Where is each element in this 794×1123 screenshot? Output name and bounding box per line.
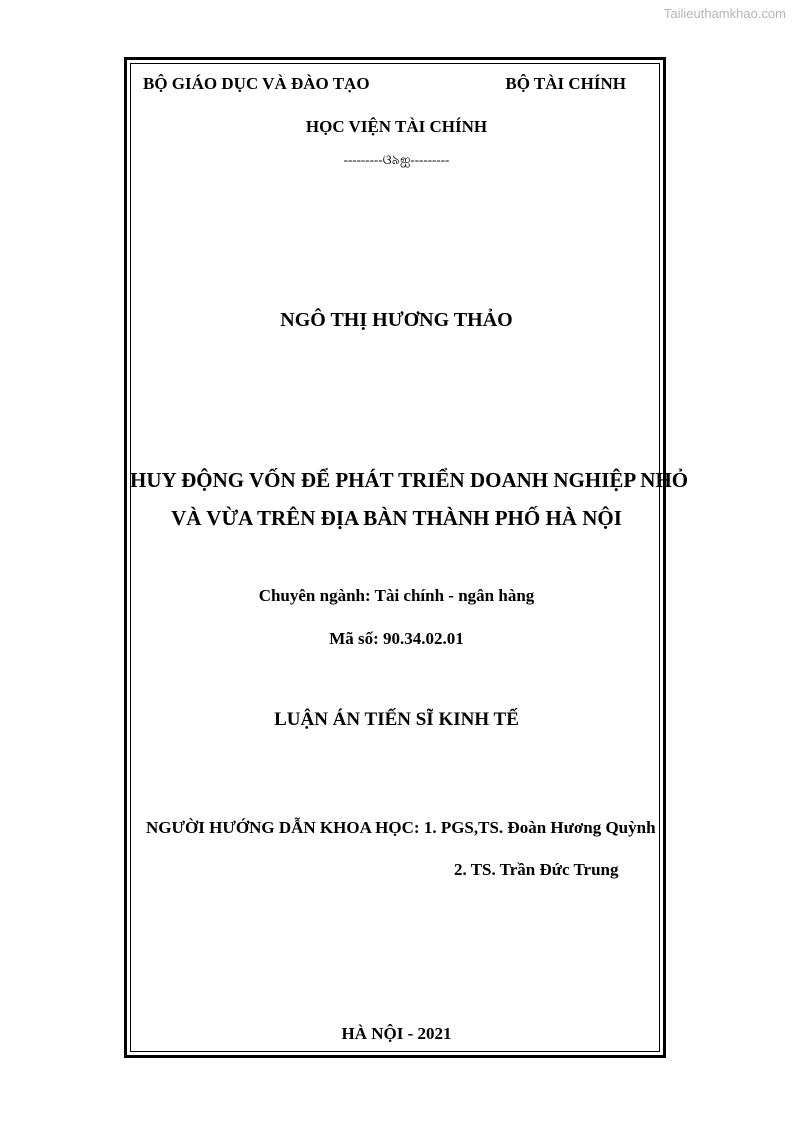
supervisor-line-2: 2. TS. Trần Đức Trung bbox=[454, 860, 619, 879]
author-name: NGÔ THỊ HƯƠNG THẢO bbox=[280, 309, 513, 331]
specialization-line: Chuyên ngành: Tài chính - ngân hàng bbox=[258, 586, 535, 605]
thesis-title-line-2: VÀ VỪA TRÊN ĐỊA BÀN THÀNH PHỐ HÀ NỘI bbox=[171, 506, 622, 530]
place-and-year: HÀ NỘI - 2021 bbox=[341, 1024, 452, 1043]
cover-inner-border bbox=[130, 63, 660, 1052]
institution-name: HỌC VIỆN TÀI CHÍNH bbox=[305, 117, 488, 136]
degree-title: LUẬN ÁN TIẾN SĨ KINH TẾ bbox=[274, 709, 519, 730]
program-code-line: Mã số: 90.34.02.01 bbox=[329, 629, 464, 648]
ornament-divider: ---------ଓ৯ஐ--------- bbox=[343, 152, 450, 167]
cover-border bbox=[124, 57, 689, 1058]
watermark-text: Tailieuthamkhao.com bbox=[663, 6, 786, 21]
thesis-title-line-1: HUY ĐỘNG VỐN ĐỂ PHÁT TRIỂN DOANH NGHIỆP NHỎ bbox=[130, 468, 689, 492]
supervisor-line-1: NGƯỜI HƯỚNG DẪN KHOA HỌC: 1. PGS,TS. Đoàn Hương Quỳnh bbox=[146, 818, 656, 837]
ministry-finance-label: BỘ TÀI CHÍNH bbox=[505, 74, 626, 93]
ministry-education-label: BỘ GIÁO DỤC VÀ ĐÀO TẠO bbox=[143, 74, 370, 93]
